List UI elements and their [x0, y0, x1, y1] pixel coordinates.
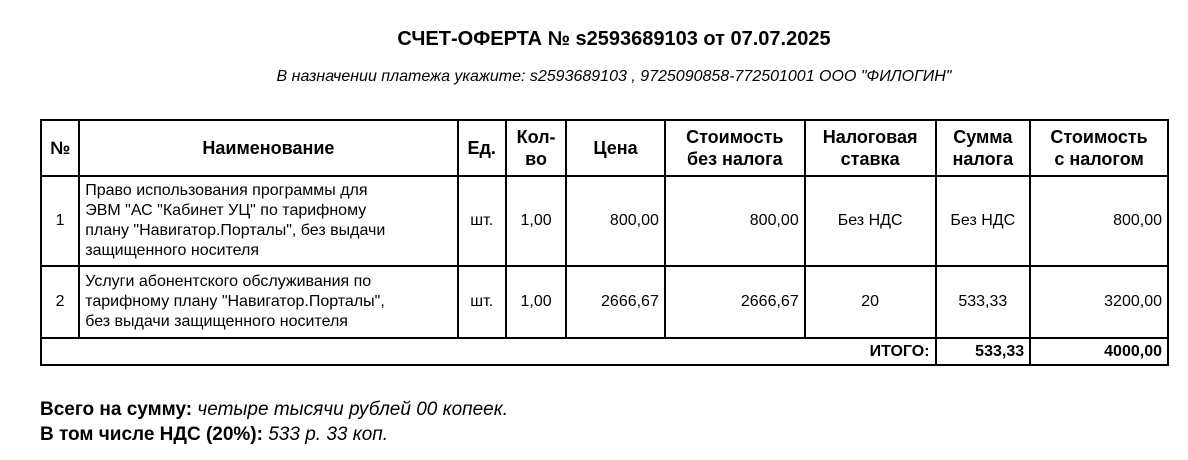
row-num: 2 — [41, 266, 79, 338]
row-name-line: тарифному плану "Навигатор.Порталы", — [85, 293, 385, 310]
invoice-table — [40, 119, 1169, 366]
totals-tax: 533,33 — [936, 338, 1031, 365]
row-name-line: защищенного носителя — [85, 242, 260, 259]
row-name — [79, 176, 457, 266]
col-header-rate — [805, 120, 936, 176]
row-name-line: без выдачи защищенного носителя — [85, 313, 348, 330]
col-header-unit: Ед. — [458, 120, 506, 176]
col-header-rate-line2: ставка — [840, 149, 900, 169]
row-tax: Без НДС — [936, 176, 1031, 266]
col-header-cost-line2: без налога — [686, 149, 783, 169]
col-header-total-line1: Стоимость — [1050, 127, 1148, 147]
totals-row — [41, 338, 1168, 365]
table-header-row — [41, 120, 1168, 176]
row-name — [79, 266, 457, 338]
vat-in-words — [40, 422, 508, 447]
col-header-total-line2: с налогом — [1054, 149, 1144, 169]
payment-purpose-note: В назначении платежа укажите: s2593689103 , 9725090858-772501001 ООО "ФИЛОГИН" — [276, 68, 952, 85]
table-row — [41, 266, 1168, 338]
row-qty: 1,00 — [506, 176, 566, 266]
col-header-qty-line1: Кол- — [516, 127, 556, 147]
row-cost: 800,00 — [665, 176, 805, 266]
row-qty: 1,00 — [506, 266, 566, 338]
row-tax: 533,33 — [936, 266, 1031, 338]
col-header-num: № — [41, 120, 79, 176]
row-price: 800,00 — [566, 176, 665, 266]
row-rate: 20 — [805, 266, 936, 338]
col-header-tax-line2: налога — [952, 149, 1014, 169]
row-total: 3200,00 — [1030, 266, 1168, 338]
col-header-rate-line1: Налоговая — [822, 127, 918, 147]
table-row — [41, 176, 1168, 266]
invoice-summary — [40, 397, 508, 447]
totals-label: ИТОГО: — [805, 338, 936, 365]
col-header-price: Цена — [566, 120, 665, 176]
col-header-qty-line2: во — [525, 149, 547, 169]
col-header-tax — [936, 120, 1031, 176]
invoice-title: СЧЕТ-ОФЕРТА № s2593689103 от 07.07.2025 — [397, 28, 831, 50]
row-name-line: Услуги абонентского обслуживания по — [85, 273, 372, 290]
row-unit: шт. — [458, 176, 506, 266]
vat-in-words-value: 533 р. 33 коп. — [268, 424, 389, 445]
totals-spacer — [41, 338, 805, 365]
row-name-line: плану "Навигатор.Порталы", без выдачи — [85, 222, 386, 239]
row-num: 1 — [41, 176, 79, 266]
row-name-line: Право использования программы для — [85, 182, 368, 199]
total-in-words-value: четыре тысячи рублей 00 копеек. — [197, 399, 508, 420]
row-cost: 2666,67 — [665, 266, 805, 338]
col-header-cost-line1: Стоимость — [686, 127, 784, 147]
vat-in-words-label: В том числе НДС (20%): — [40, 424, 263, 445]
totals-total: 4000,00 — [1030, 338, 1168, 365]
col-header-name: Наименование — [79, 120, 457, 176]
row-name-line: ЭВМ "АС "Кабинет УЦ" по тарифному — [85, 202, 367, 219]
col-header-qty — [506, 120, 566, 176]
row-price: 2666,67 — [566, 266, 665, 338]
row-unit: шт. — [458, 266, 506, 338]
col-header-tax-line1: Сумма — [953, 127, 1013, 147]
row-rate: Без НДС — [805, 176, 936, 266]
total-in-words — [40, 397, 508, 422]
col-header-cost — [665, 120, 805, 176]
total-in-words-label: Всего на сумму: — [40, 399, 193, 420]
row-total: 800,00 — [1030, 176, 1168, 266]
col-header-total — [1030, 120, 1168, 176]
